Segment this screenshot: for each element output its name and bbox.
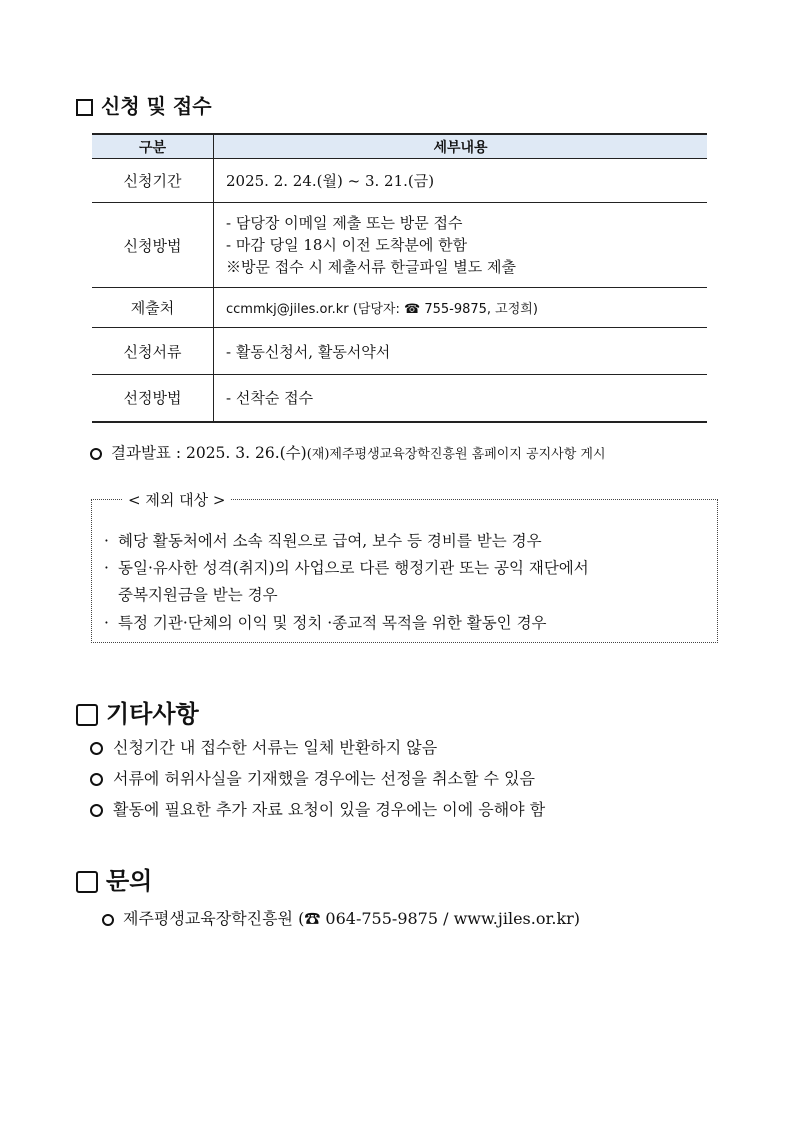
exclusion-item [104,556,589,578]
circle-bullet-icon [90,773,103,786]
result-label: 결과발표 : 2025. 3. 26.(수) [111,444,307,462]
table-row [92,375,707,422]
section-title-inquiry [76,861,152,896]
dot-bullet-icon: · [104,614,109,632]
result-announcement [90,441,606,463]
header-category: 구분 [92,134,214,159]
checkbox-square-icon [76,871,98,893]
contact-text: 제주평생교육장학진흥원 (☎ 064-755-9875 / www.jiles.or.kr) [123,909,581,928]
circle-bullet-icon [90,804,103,817]
table-row [92,203,707,288]
checkbox-square-icon [76,704,98,726]
section-title-text: 문의 [106,867,153,895]
list-item-text: 활동에 필요한 추가 자료 요청이 있을 경우에는 이에 응해야 함 [113,800,546,819]
contact-line [102,906,580,929]
row-label: 신청기간 [92,159,214,203]
table-row [92,288,707,328]
exclusion-text: 혜당 활동처에서 소속 직원으로 급여, 보수 등 경비를 받는 경우 [118,532,542,550]
circle-bullet-icon [90,742,103,755]
row-value: 2025. 2. 24.(월) ~ 3. 21.(금) [214,159,708,203]
checkbox-square-icon [76,99,93,116]
dot-bullet-icon: · [104,559,109,577]
table-row [92,159,707,203]
header-details: 세부내용 [214,134,708,159]
result-detail: (재)제주평생교육장학진흥원 홈페이지 공지사항 게시 [306,447,606,462]
section-title-application [76,90,212,119]
section-title-text: 기타사항 [106,700,199,728]
section-title-text: 신청 및 접수 [101,94,212,118]
table-row [92,328,707,375]
table-header-row [92,134,707,159]
circle-bullet-icon [102,914,114,926]
row-value: - 선착순 접수 [214,375,708,422]
method-line: - 담당장 이메일 제출 또는 방문 접수 [226,214,463,232]
dot-bullet-icon: · [104,532,109,550]
exclusion-text: 중복지원금을 받는 경우 [118,586,278,604]
list-item [90,735,437,758]
exclusion-item [104,529,542,551]
list-item-text: 신청기간 내 접수한 서류는 일체 반환하지 않음 [113,738,438,757]
row-label: 신청방법 [92,203,214,288]
row-value: ccmmkj@jiles.or.kr (담당자: ☎ 755-9875, 고정희) [214,288,708,328]
exclusion-text: 동일·유사한 성격(취지)의 사업으로 다른 행정기관 또는 공익 재단에서 [118,559,589,577]
list-item [90,797,545,820]
row-value: - 활동신청서, 활동서약서 [214,328,708,375]
row-value [214,203,708,288]
section-title-other [76,694,199,729]
list-item-text: 서류에 허위사실을 기재했을 경우에는 선정을 취소할 수 있음 [113,769,536,788]
exclusion-text: 특정 기관·단체의 이익 및 정치 ·종교적 목적을 위한 활동인 경우 [118,614,547,632]
row-label: 선정방법 [92,375,214,422]
method-line: - 마감 당일 18시 이전 도착분에 한함 [226,236,468,254]
row-label: 제출처 [92,288,214,328]
circle-bullet-icon [90,448,102,460]
list-item [90,766,535,789]
row-label: 신청서류 [92,328,214,375]
method-line: ※방문 접수 시 제출서류 한글파일 별도 제출 [226,258,516,276]
exclusion-title: < 제외 대상 > [122,489,231,510]
application-table [92,133,707,423]
exclusion-item [104,611,547,633]
exclusion-item-continued [118,583,278,605]
